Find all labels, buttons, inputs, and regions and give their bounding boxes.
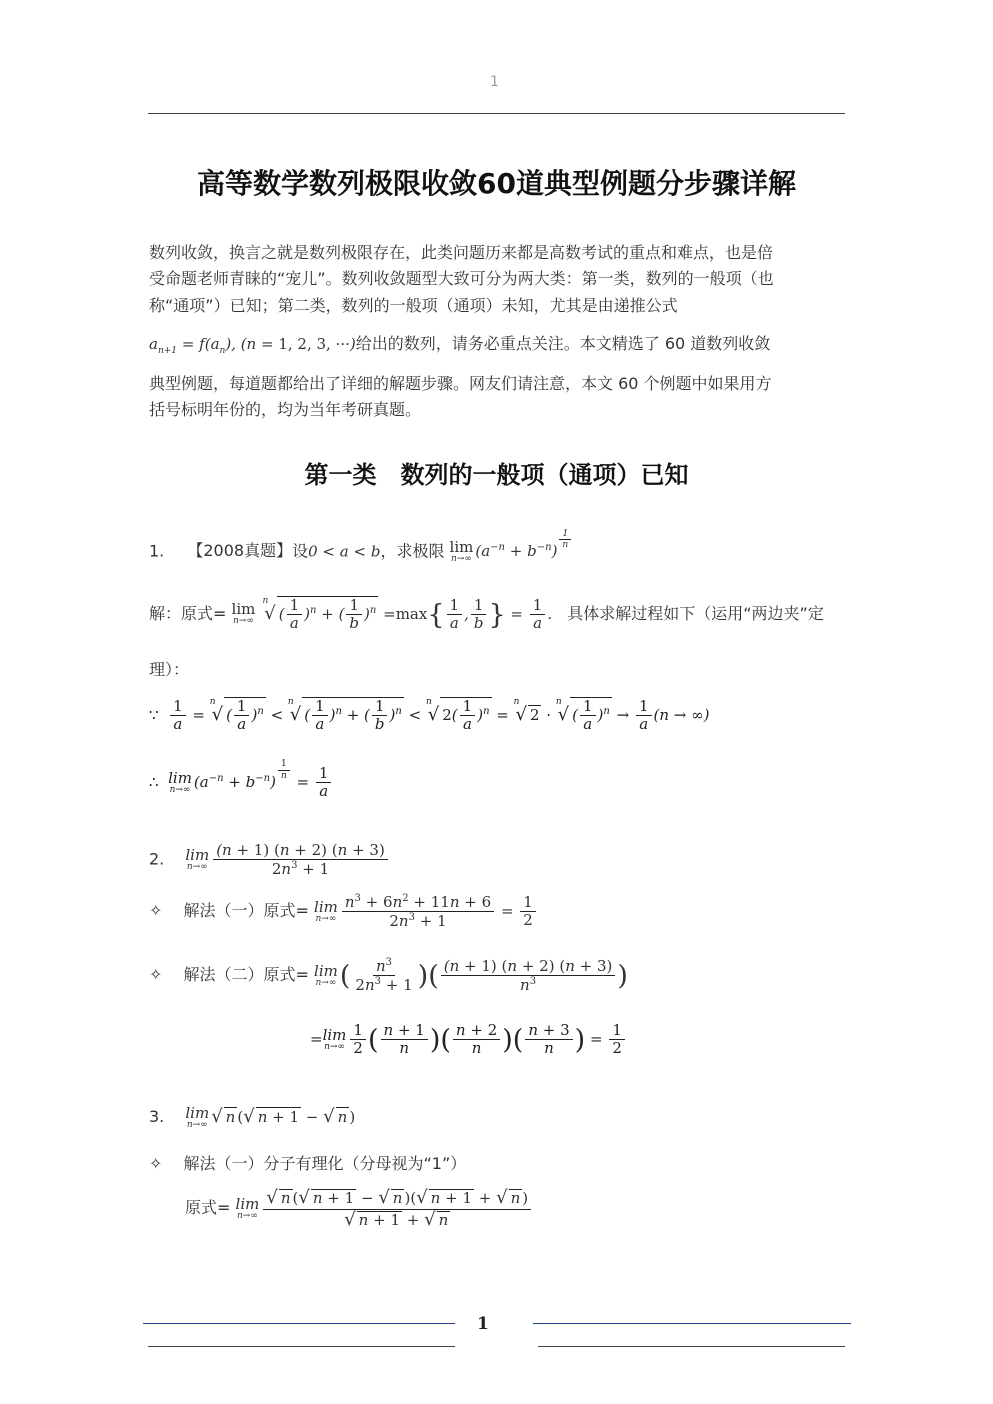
problem-3-number: 3. bbox=[149, 1107, 165, 1126]
problem-3-expression: lim n→∞ √ n (√ n + 1 − √ n ) bbox=[185, 1104, 356, 1130]
intro-line-4-text: 给出的数列，请务必重点关注。本文精选了 60 道数列收敛 bbox=[355, 334, 771, 353]
problem-1-condition: 0 < a < b bbox=[308, 542, 381, 561]
problem-2-number: 2. bbox=[149, 849, 165, 869]
original-label: 原式= bbox=[185, 1198, 231, 1218]
section-heading: 第一类 数列的一般项（通项）已知 bbox=[304, 461, 689, 489]
diamond-star-icon: ✧ bbox=[149, 964, 163, 984]
footer-rule-right-bottom bbox=[538, 1346, 845, 1347]
solution-text-continued: 理）： bbox=[149, 660, 190, 679]
method-1-expression: lim n→∞ $\frac{n^3 + 6n^2 + 11n + 6}{2n^3 + 1}$ = $\frac{1}{2}$ bbox=[314, 902, 538, 920]
problem-1-text-a: 设 bbox=[292, 541, 309, 561]
intro-line-1: 数列收敛，换言之就是数列极限存在，此类问题历来都是高数考试的重点和难点，也是倍 bbox=[149, 243, 774, 262]
problem-2 bbox=[149, 842, 390, 879]
recurrence-formula: $a_{n+1} = f(a_n)$, (n = 1, 2, 3, ···) bbox=[149, 335, 356, 356]
solution-expression: $^n$√ ( $\frac{1}{a}$ )$^n$ + ( $\frac{1}{b}$ )$^n$ =max{ $\frac{1}{a}$ , $\frac{1}{b}$ } = $\frac{1}{a}$ . bbox=[262, 596, 553, 633]
intro-line-2: 受命题老师青睐的“宠儿”。数列收敛题型大致可分为两大类：第一类，数列的一般项（也 bbox=[149, 269, 774, 288]
method-2-expression: lim n→∞ ( $\frac{n^3}{2n^3 + 1}$ )( $\frac{(n + 1) (n + 2) (n + 3)}{n^3}$ ) bbox=[314, 956, 628, 995]
problem-2-expression: lim n→∞ $\frac{(n + 1) (n + 2) (n + 3)}{2n^3 + 1}$ bbox=[185, 850, 389, 868]
problem-1 bbox=[149, 529, 573, 564]
problem-1-expression: $(a^{-n} + b^{-n})$ $^{\frac{1}{n}}$ bbox=[475, 542, 573, 560]
therefore-line: ∴ lim n→∞ $(a^{-n} + b^{-n})$ $^{\frac{1}{n}}$ = $\frac{1}{a}$ bbox=[149, 765, 333, 801]
footer-rule-right-top bbox=[533, 1323, 851, 1324]
page-title: 高等数学数列极限收敛60道典型例题分步骤详解 bbox=[197, 167, 796, 200]
limit-operator: lim n→∞ bbox=[231, 600, 256, 627]
problem-1-text-b: ，求极限 bbox=[380, 541, 445, 561]
intro-line-4 bbox=[149, 331, 770, 356]
footer-rule-left-top bbox=[143, 1323, 455, 1324]
intro-line-5: 典型例题，每道题都给出了详细的解题步骤。网友们请注意，本文 60 个例题中如果用方 bbox=[149, 374, 772, 393]
footer-rule-left-bottom bbox=[148, 1346, 455, 1347]
problem-3-method-1-label: 解法（一）分子有理化（分母视为“1”） bbox=[183, 1154, 467, 1173]
method-2-continuation: = lim n→∞ $\frac{1}{2}$ ( $\frac{n + 1}{n}$ )( $\frac{n + 2}{n}$ )( $\frac{n + 3}{n}$ ) = $\frac{1}{2}$ bbox=[310, 1022, 627, 1058]
header-page-number: 1 bbox=[490, 74, 499, 90]
problem-3 bbox=[149, 1106, 355, 1130]
problem-3-expression-line bbox=[185, 1188, 533, 1230]
solution-text: 具体求解过程如下（运用“两边夹”定 bbox=[567, 603, 824, 623]
diamond-star-icon: ✧ bbox=[149, 1154, 163, 1173]
problem-1-tag: 【2008真题】 bbox=[187, 541, 293, 561]
problem-3-method-1 bbox=[149, 1151, 466, 1174]
because-symbol: ∵ bbox=[149, 705, 159, 724]
solution-label: 解：原式= bbox=[149, 603, 227, 623]
header-rule bbox=[148, 113, 845, 114]
limit-operator: lim n→∞ bbox=[449, 537, 474, 564]
rationalized-expression: lim n→∞ $\frac{√ n (√ n + 1 - √ n )(√ n + 1 + √ n )}{√ n + 1 + √ n}$ bbox=[236, 1199, 534, 1217]
problem-2-method-1 bbox=[149, 893, 538, 931]
method-2-label: 解法（二）原式= bbox=[183, 964, 309, 984]
therefore-symbol: ∴ bbox=[149, 772, 159, 791]
problem-1-solution bbox=[149, 596, 824, 633]
problem-1-number: 1. bbox=[149, 541, 165, 561]
method-1-label: 解法（一）原式= bbox=[183, 900, 309, 920]
problem-2-method-2 bbox=[149, 957, 628, 995]
intro-line-6: 括号标明年份的，均为当年考研真题。 bbox=[149, 400, 422, 419]
intro-line-3: 称“通项”）已知；第二类，数列的一般项（通项）未知，尤其是由递推公式 bbox=[149, 296, 678, 315]
because-line: ∵ $\frac{1}{a}$ = $^n$√ ( $\frac{1}{a}$ )$^n$ < $^n$√ ( $\frac{1}{a}$ )$^n$ + ( $\frac{1}{b}$ )$^n$ < $^n$√ 2( $\frac{1}{a}$ )$^n$ = $^n$√ 2 · $^n$√ ( $\frac{1}{a}$ )$^n$ → $\frac{1}{a}$ (n → ∞) bbox=[149, 697, 710, 734]
diamond-star-icon: ✧ bbox=[149, 900, 163, 920]
footer-page-number: 1 bbox=[477, 1314, 489, 1334]
